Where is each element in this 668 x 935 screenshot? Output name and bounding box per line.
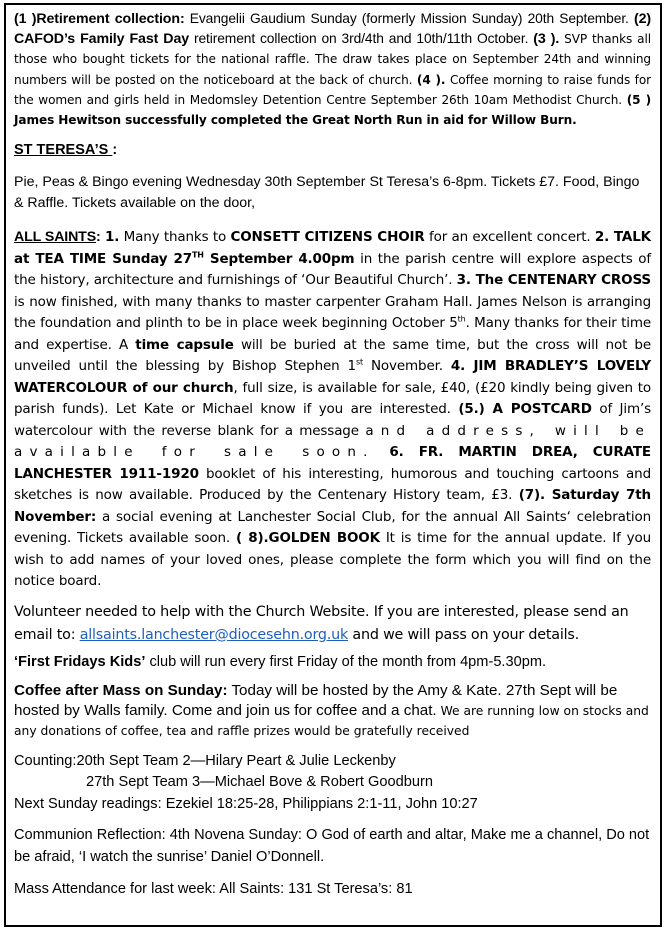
item-3-text-b: . Many thanks for their time and expertise. A: [14, 315, 652, 353]
notice-3-number: (3 ).: [533, 31, 560, 48]
item-3-text-c: will be buried at the same time, but the cross will not be unveiled until the blessing by Bishop Stephen 1: [14, 336, 651, 375]
notice-4-text: Coffee morning to raise funds for the women and girls held in Medomsley Detention Centre September 26th 10am Methodist Church.: [14, 72, 652, 107]
item-2-text: in the parish centre will explore aspects of the history, architecture and furnishings of ‘Our Beautiful Church’.: [14, 250, 651, 289]
coffee-small-text: We are running low on stocks and any donations of coffee, tea and raffle prizes would be gratefully received: [14, 703, 649, 738]
parish-newsletter-page: [4, 3, 662, 927]
coffee-notice: [14, 681, 651, 741]
all-saints-heading: [14, 229, 101, 245]
volunteer-text-b: and we will pass on your details.: [348, 626, 579, 643]
notice-1-title: Retirement collection:: [36, 11, 185, 27]
item-2-bold-a: 2. TALK at TEA TIME Sunday 27: [14, 229, 651, 267]
item-8-text: It is time for the annual update. If you wish to add names of your loved ones, please complete the form which you will find on the notice board.: [14, 530, 651, 590]
item-7-text: a social evening at Lanchester Social Club, for the annual All Saints‘ celebration evening. Tickets available soon.: [14, 508, 651, 547]
item-4-bold: 4. JIM BRADLEY’S LOVELY WATERCOLOUR of our church: [14, 358, 652, 396]
item-3-bold-2: time capsule: [135, 336, 234, 353]
item-5-bold: (5.) A POSTCARD: [458, 401, 592, 418]
volunteer-text-a: Volunteer needed to help with the Church Website. If you are interested, please send an email to:: [14, 603, 629, 643]
notices-paragraph: [14, 9, 651, 130]
st-teresa-heading-colon: :: [112, 142, 118, 159]
notice-2-text: retirement collection on 3rd/4th and 10th/11th October.: [189, 31, 534, 47]
item-5-wide-text: and address, will be available for sale soon.: [14, 422, 651, 461]
first-fridays-text: club will run every first Friday of the month from 4pm-5.30pm.: [145, 653, 547, 670]
readings-line: Next Sunday readings: Ezekiel 18:25-28, Philippians 2:1-11, John 10:27: [14, 795, 478, 812]
item-2-sup: TH: [191, 250, 204, 260]
item-1-post: for an excellent concert.: [424, 229, 595, 246]
st-teresa-text: Pie, Peas & Bingo evening Wednesday 30th September St Teresa’s 6-8pm. Tickets £7. Food, Bingo & Raffle. Tickets available on the door,: [14, 174, 640, 212]
item-4-text: , full size, is available for sale, £40, (£20 kindly being given to parish funds). Let Kate or Michael know if you are interested.: [14, 379, 652, 418]
item-8-bold: ( 8).GOLDEN BOOK: [235, 530, 380, 547]
item-2-bold-b: September 4.00pm: [203, 250, 355, 267]
first-fridays-notice: [14, 651, 651, 673]
st-teresa-heading-text: ST TERESA’S: [14, 142, 113, 159]
all-saints-heading-colon: :: [96, 229, 101, 246]
all-saints-heading-text: ALL SAINTS: [14, 229, 97, 246]
notice-2-title: (2) CAFOD’s Family Fast Day: [14, 11, 651, 48]
item-3-text-d: November.: [363, 358, 451, 375]
item-3-text-a: is now finished, with many thanks to master carpenter Graham Hall. James Nelson is arranging the foundation and plinth to be in place week beginning October 5: [14, 293, 651, 332]
notice-4-number: (4 ).: [416, 72, 446, 87]
notice-3-text: SVP thanks all those who bought tickets for the national raffle. The draw takes place on September 24th and winning numbers will be posted on the noticeboard at the back of church.: [14, 32, 651, 87]
counting-line-1: Counting:20th Sept Team 2—Hilary Peart & Julie Leckenby: [14, 752, 396, 769]
mass-attendance: Mass Attendance for last week: All Saints: 131 St Teresa’s: 81: [14, 881, 413, 898]
counting-line-2: 27th Sept Team 3—Michael Bove & Robert Goodburn: [86, 774, 433, 791]
all-saints-paragraph: [14, 227, 651, 593]
item-3-bold: 3. The CENTENARY CROSS: [456, 272, 651, 289]
item-1-number: 1.: [104, 229, 120, 246]
notice-5-text: (5 ) James Hewitson successfully completed the Great North Run in aid for Willow Burn.: [14, 92, 651, 128]
st-teresa-heading: [14, 142, 651, 158]
first-fridays-title: ‘First Fridays Kids’: [14, 653, 146, 670]
item-3-sup-2: st: [355, 357, 363, 367]
coffee-text: Today will be hosted by the Amy & Kate. 27th Sept will be hosted by Walls family. Come and join us for coffee and a chat.: [14, 681, 618, 719]
communion-reflection: Communion Reflection: 4th Novena Sunday: O God of earth and altar, Make me a channel, Do not be afraid, ‘I watch the sunrise’ Daniel O’Donnell.: [14, 827, 650, 865]
counting-section: [14, 751, 651, 816]
coffee-title: Coffee after Mass on Sunday:: [14, 681, 228, 699]
item-3-sup-1: th: [457, 314, 466, 324]
item-6-text: booklet of his interesting, humorous and touching cartoons and sketches is now available. Produced by the Centenary History team, £3.: [14, 465, 651, 504]
notice-1-text: Evangelii Gaudium Sunday (formerly Mission Sunday) 20th September.: [184, 11, 634, 26]
volunteer-notice: [14, 601, 651, 647]
item-1-pre: Many thanks to: [119, 229, 231, 246]
item-6-bold: 6. FR. MARTIN DREA, CURATE LANCHESTER 1911-1920: [14, 444, 651, 482]
notice-1-number: (1 ): [14, 11, 37, 27]
item-7-bold: (7). Saturday 7th November:: [14, 487, 651, 525]
email-link[interactable]: allsaints.lanchester@diocesehn.org.uk: [79, 626, 349, 643]
item-1-bold: CONSETT CITIZENS CHOIR: [230, 229, 425, 246]
item-5-text: of Jim’s watercolour with the reverse blank for a message: [14, 401, 652, 439]
